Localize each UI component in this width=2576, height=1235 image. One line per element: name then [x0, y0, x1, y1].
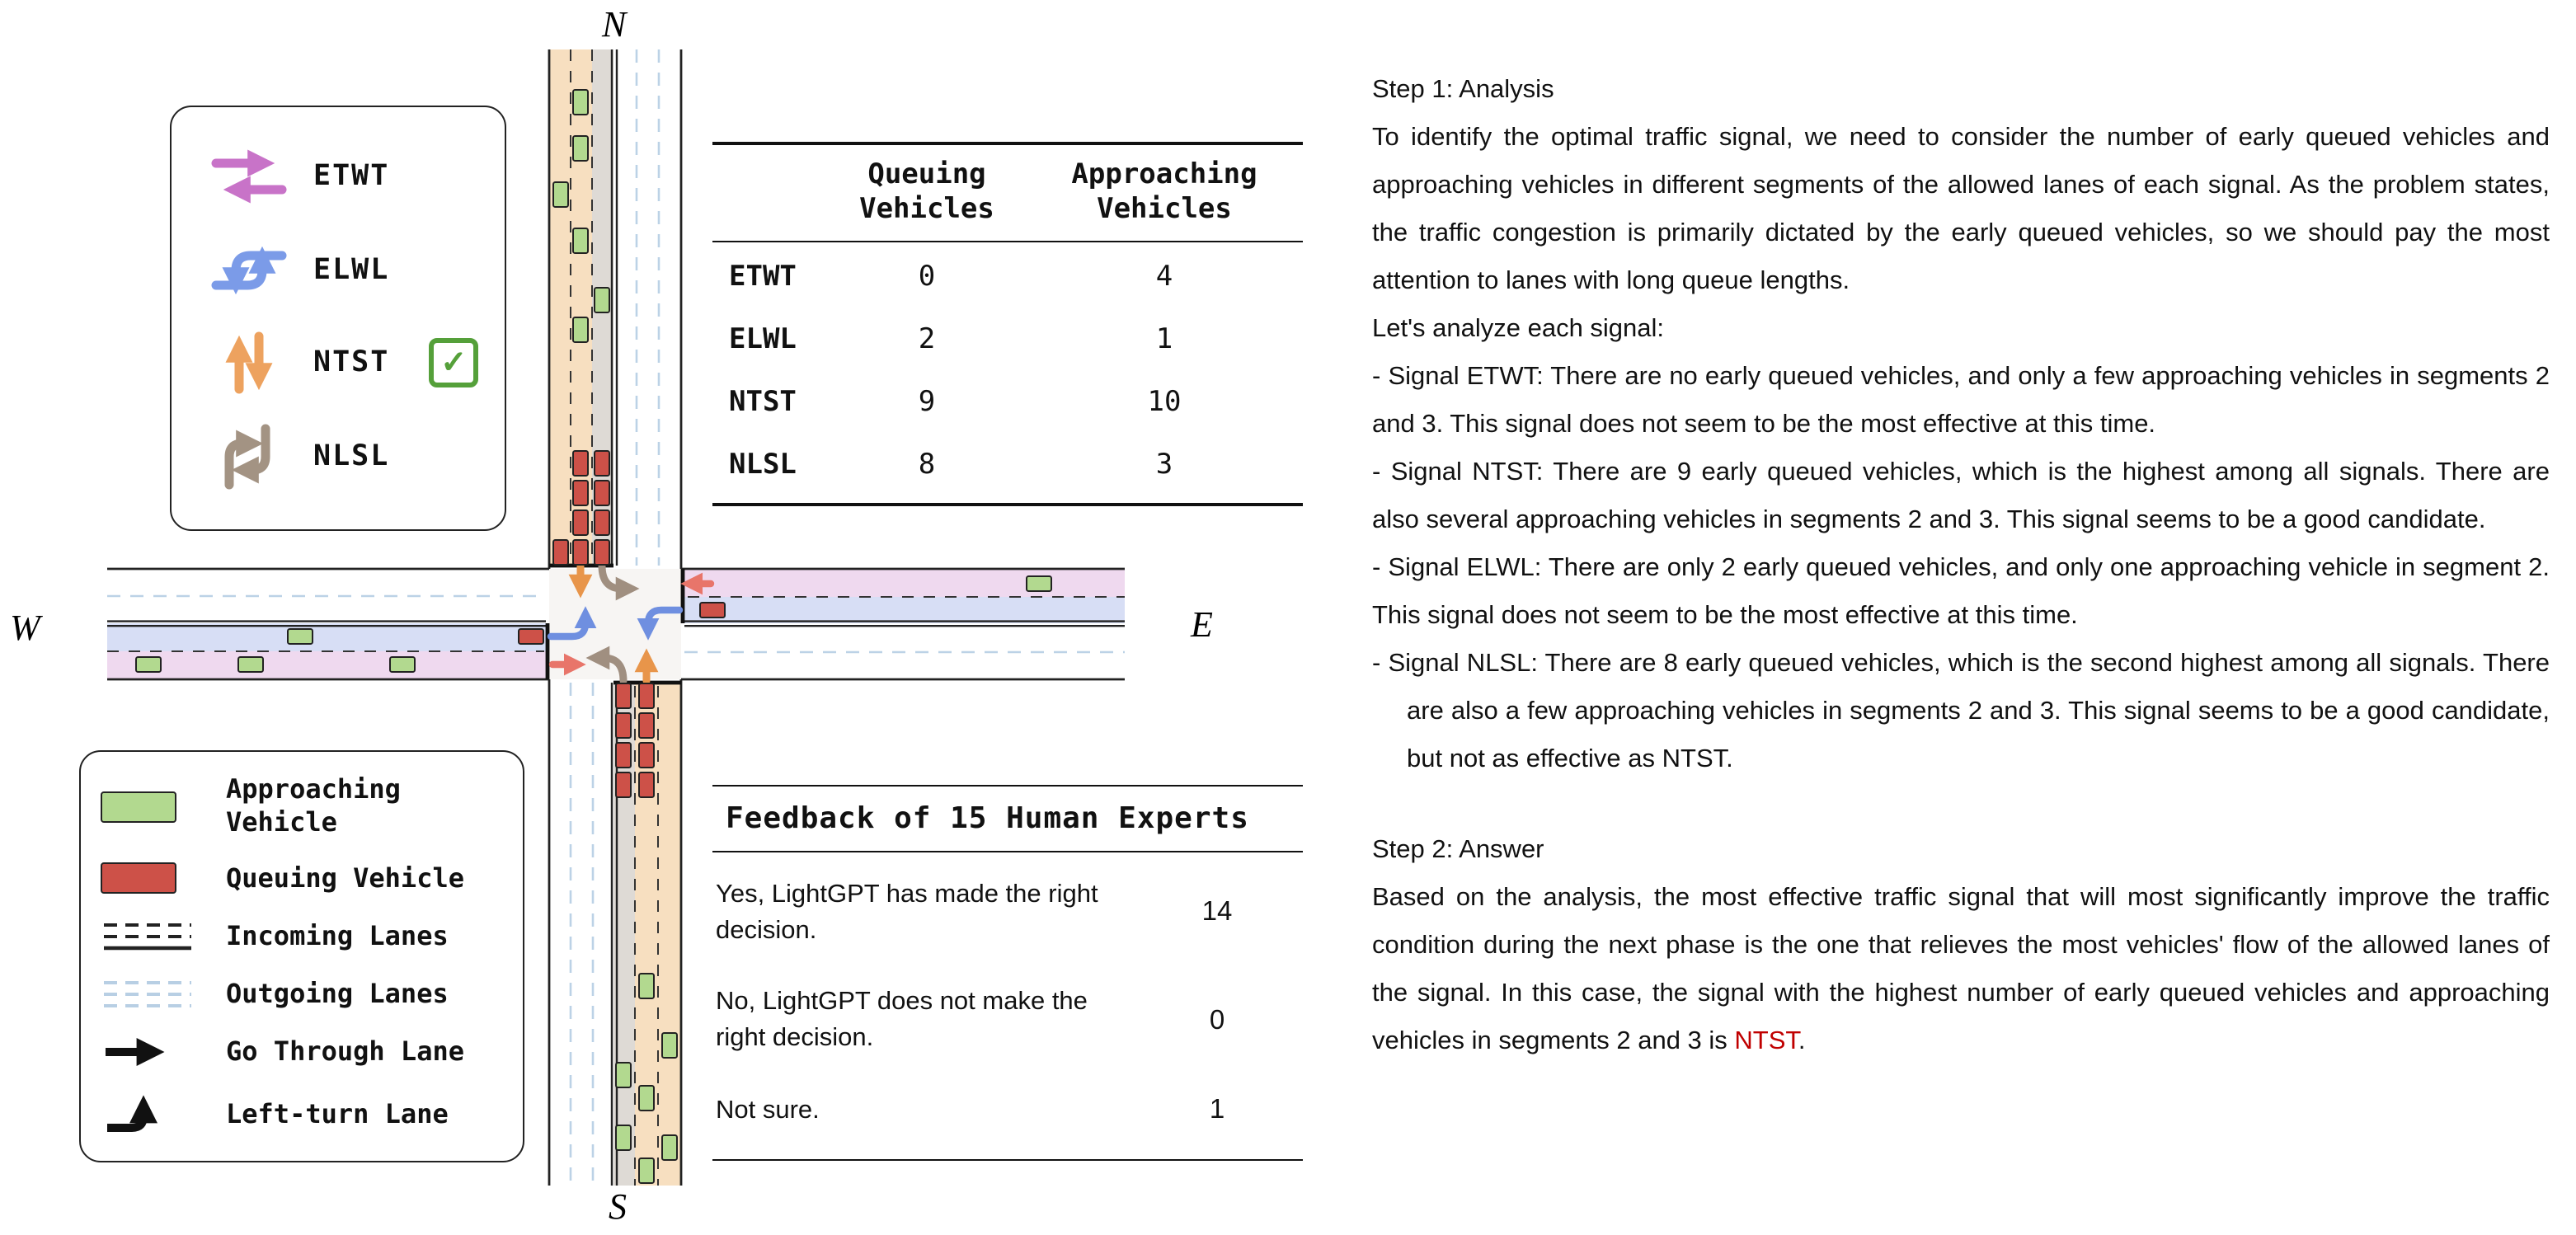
queuing-vehicle — [639, 743, 654, 768]
legend-label: Approaching Vehicle — [226, 773, 401, 838]
approaching-count: 10 — [1147, 385, 1182, 418]
queuing-vehicle — [573, 481, 588, 505]
signal-stats-table — [712, 142, 1303, 505]
approaching-vehicle — [662, 1135, 677, 1160]
legend-row-approaching — [101, 773, 506, 839]
legend-row-go-through — [101, 1035, 506, 1068]
approaching-vehicle — [573, 90, 588, 115]
feedback-row — [712, 967, 1303, 1075]
queuing-count: 2 — [918, 322, 936, 355]
answer-period: . — [1798, 1027, 1806, 1055]
phase-row-ntst — [204, 327, 482, 400]
approaching-vehicle — [616, 1063, 631, 1087]
queuing-vehicle — [639, 772, 654, 797]
left-turn-arrow-icon — [101, 1092, 203, 1138]
signal-name: NLSL — [729, 448, 797, 481]
approaching-vehicle — [288, 629, 313, 644]
legend-row-left-turn — [101, 1092, 506, 1138]
approaching-vehicle — [639, 974, 654, 998]
nlsl-arrows-icon — [204, 424, 294, 490]
queuing-vehicle — [595, 481, 609, 505]
legend-row-queuing — [101, 862, 506, 895]
phase-label-etwt: ETWT — [313, 160, 390, 193]
approaching-vehicle — [390, 657, 415, 672]
compass-south: S — [609, 1186, 627, 1227]
legend-label: Queuing Vehicle — [226, 862, 464, 894]
queuing-vehicle — [639, 713, 654, 738]
legend-row-incoming — [101, 918, 506, 954]
legend-label: Outgoing Lanes — [226, 978, 449, 1010]
approaching-vehicle — [639, 1086, 654, 1111]
analysis-lead-in: Let's analyze each signal: — [1372, 315, 1665, 343]
signal-name: ETWT — [729, 260, 797, 293]
approaching-vehicle — [595, 288, 609, 312]
feedback-title: Feedback of 15 Human Experts — [712, 785, 1303, 852]
queuing-vehicle — [616, 683, 631, 708]
approaching-count: 1 — [1155, 322, 1173, 355]
go-through-arrow-icon — [101, 1035, 203, 1068]
feedback-row — [712, 1075, 1303, 1147]
signal-table-row — [712, 245, 1303, 308]
queuing-count: 9 — [918, 385, 936, 418]
queuing-vehicle — [519, 629, 543, 644]
analysis-bullet: - Signal NTST: There are 9 early queued vehicles, which is the highest among all signals. There are also several approaching vehicles in segments 2 and 3. This signal seems to be a good candidate. — [1372, 458, 2550, 534]
answer-highlight: NTST — [1734, 1027, 1798, 1055]
signal-table-row — [712, 370, 1303, 433]
feedback-count: 1 — [1209, 1095, 1225, 1125]
queuing-vehicle — [553, 540, 568, 565]
step1-heading: Step 1: Analysis — [1372, 76, 1554, 104]
queuing-vehicle — [639, 683, 654, 708]
queuing-vehicle — [700, 603, 725, 618]
queuing-vehicle — [595, 510, 609, 535]
approaching-vehicle — [1027, 576, 1051, 591]
queuing-vehicle — [616, 743, 631, 768]
queuing-vehicle-swatch-icon — [101, 863, 203, 895]
feedback-option: No, LightGPT does not make the right decision. — [716, 988, 1088, 1053]
feedback-body — [712, 852, 1303, 1162]
map-legend — [79, 750, 524, 1162]
analysis-bullet: - Signal ELWL: There are only 2 early queued vehicles, and only one approaching vehicle in segment 2. This signal does not seem to be the most effective at this time. — [1372, 554, 2550, 630]
approaching-count: 4 — [1155, 260, 1173, 293]
compass-north: N — [602, 3, 627, 45]
answer-paragraph — [1372, 874, 2550, 1065]
phase-label-elwl: ELWL — [313, 253, 390, 287]
queuing-count: 0 — [918, 260, 936, 293]
legend-row-outgoing — [101, 977, 506, 1013]
analysis-intro: To identify the optimal traffic signal, we need to consider the number of early queued vehicles and approaching vehicles in different segments of the allowed lanes of each signal. As the problem states, the traffic congestion is primarily dictated by the early queued vehicles, so we should pay the most attention to lanes with long queue lengths. — [1372, 124, 2550, 295]
col-header-approaching: Approaching Vehicles — [1071, 158, 1257, 227]
phase-row-etwt — [204, 140, 482, 213]
approaching-vehicle — [573, 136, 588, 161]
approaching-vehicle — [573, 228, 588, 253]
approaching-vehicle — [553, 182, 568, 207]
feedback-count: 0 — [1209, 1005, 1225, 1035]
ntst-arrows-icon — [204, 331, 294, 397]
approaching-count: 3 — [1155, 448, 1173, 481]
analysis-bullet: - Signal ETWT: There are no early queued vehicles, and only a few approaching vehicles in segments 2 and 3. This signal does not seem to be the most effective at this time. — [1372, 363, 2550, 439]
col-header-queuing: Queuing Vehicles — [859, 158, 994, 227]
legend-label: Incoming Lanes — [226, 919, 449, 951]
phase-row-elwl — [204, 233, 482, 306]
analysis-bullet-nlsl: - Signal NLSL: There are 8 early queued vehicles, which is the second highest among all signals. There are also a few approaching vehicles in segments 2 and 3. This signal seems to be a good candidate, but not as effective as NTST. — [1372, 650, 2550, 773]
phase-label-nlsl: NLSL — [313, 439, 390, 473]
analysis-panel — [1372, 66, 2550, 1065]
paragraph-gap — [1372, 783, 2550, 826]
selected-check-icon: ✓ — [429, 339, 478, 388]
queuing-vehicle — [616, 772, 631, 797]
queuing-vehicle — [595, 540, 609, 565]
queuing-vehicle — [573, 451, 588, 476]
queuing-vehicle — [616, 713, 631, 738]
feedback-option: Not sure. — [716, 1096, 820, 1125]
phase-legend — [170, 106, 506, 531]
signal-table-row — [712, 433, 1303, 495]
signal-table-body — [712, 242, 1303, 505]
queuing-vehicle — [573, 510, 588, 535]
approaching-vehicle — [616, 1125, 631, 1150]
approaching-vehicle — [238, 657, 263, 672]
step2-heading: Step 2: Answer — [1372, 836, 1544, 864]
compass-east: E — [1191, 603, 1213, 645]
signal-table-header — [712, 142, 1303, 242]
signal-table-row — [712, 308, 1303, 370]
signal-name: NTST — [729, 385, 797, 418]
phase-label-ntst: NTST — [313, 346, 390, 380]
approaching-vehicle — [573, 317, 588, 342]
compass-west: W — [10, 607, 40, 648]
legend-label: Go Through Lane — [226, 1035, 464, 1068]
etwt-arrows-icon — [204, 143, 294, 209]
feedback-count: 14 — [1201, 897, 1233, 927]
queuing-vehicle — [595, 451, 609, 476]
approaching-vehicle — [662, 1033, 677, 1058]
approaching-vehicle — [639, 1158, 654, 1183]
elwl-arrows-icon — [204, 237, 294, 303]
queuing-count: 8 — [918, 448, 936, 481]
phase-row-nlsl — [204, 420, 482, 493]
approaching-vehicle — [136, 657, 161, 672]
feedback-option: Yes, LightGPT has made the right decision. — [716, 880, 1098, 945]
feedback-table — [712, 785, 1303, 1162]
approaching-vehicle-swatch-icon — [101, 791, 203, 822]
legend-label: Left-turn Lane — [226, 1097, 449, 1129]
answer-text: Based on the analysis, the most effective traffic signal that will most significantly improve the traffic condition during the next phase is the one that relieves the most vehicles' flow of the allowed lanes of the signal. In this case, the signal with the highest number of early queued vehicles and approaching vehicles in segments 2 and 3 is — [1372, 884, 2550, 1055]
feedback-row — [712, 859, 1303, 967]
incoming-lanes-icon — [101, 918, 203, 954]
outgoing-lanes-icon — [101, 977, 203, 1013]
queuing-vehicle — [573, 540, 588, 565]
signal-name: ELWL — [729, 322, 797, 355]
